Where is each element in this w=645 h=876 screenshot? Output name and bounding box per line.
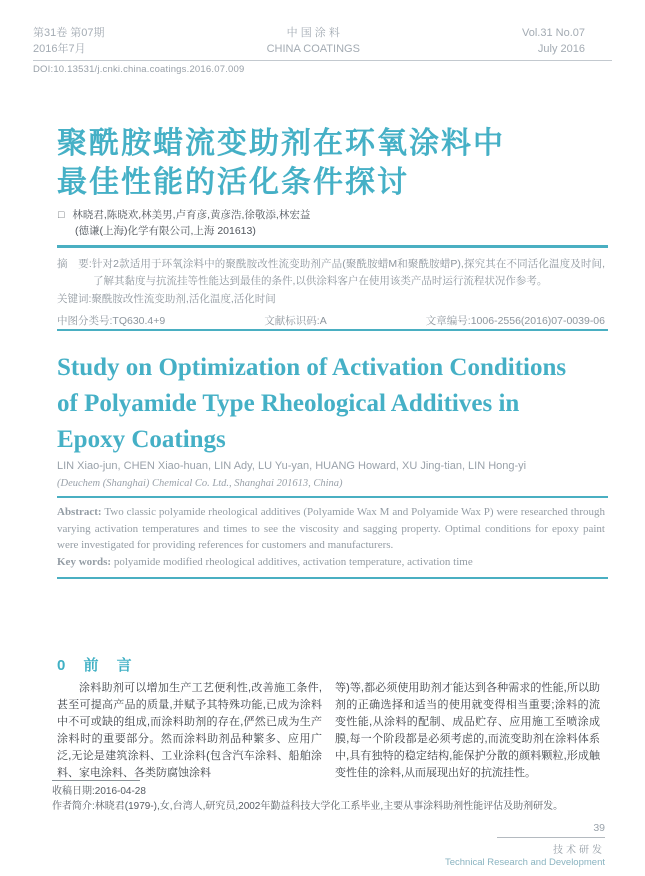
divider-accent-4	[57, 577, 608, 579]
abstract-cn-label: 摘 要:	[57, 258, 92, 270]
authors-en: LIN Xiao-jun, CHEN Xiao-huan, LIN Ady, LU Yu-yan, HUANG Howard, XU Jing-tian, LIN Hong-yi	[57, 460, 527, 472]
footer-column-en: Technical Research and Development	[444, 857, 605, 868]
keywords-cn	[57, 291, 605, 308]
article-title-cn-line2: 最佳性能的活化条件探讨	[57, 166, 409, 199]
divider-accent-2	[57, 329, 608, 331]
article-title-en	[57, 350, 610, 458]
abstract-en-text: Two classic polyamide rheological additives (Polyamide Wax M and Polyamide Wax P) were researched through varying activation temperatures and times to see the viscosity and sagging property. Optimal conditions for epoxy paint were investigated for providing references for customers and manufacturers.	[57, 506, 605, 551]
article-id: 文章编号:1006-2556(2016)07-0039-06	[425, 314, 605, 327]
body-paragraph-left: 涂料助剂可以增加生产工艺便利性,改善施工条件,甚至可提高产品的质量,并赋予其特殊功能,已成为涂料中不可或缺的组成,而涂料助剂的存在,俨然已成为生产涂料时的重要部分。然而涂料助剂品种繁多、应用广泛,无论是建筑涂料、工业涂料(包含汽车涂料、船舶涂料、家电涂料、各类防腐蚀涂料	[57, 682, 322, 779]
volume-issue-en: Vol.31 No.07	[522, 27, 585, 39]
journal-name-cn: 中 国 涂 料	[286, 27, 340, 39]
abstract-cn	[57, 256, 605, 289]
article-meta-row	[57, 313, 605, 330]
body-text-columns	[57, 680, 600, 782]
affiliation-en: (Deuchem (Shanghai) Chemical Co. Ltd., Shanghai 201613, China)	[57, 478, 343, 489]
body-column-right	[335, 680, 600, 782]
abstract-cn-text: 针对2款适用于环氧涂料中的聚酰胺改性流变助剂产品(聚酰胺蜡M和聚酰胺蜡P),探究其在不同活化温度及时间,了解其黏度与抗流挂等性能达到最佳的条件,以供涂料客户在使用该类产品时运行流程状况作参考。	[91, 258, 605, 287]
date-en: July 2016	[537, 43, 585, 55]
divider-accent-3	[57, 496, 608, 498]
footnote-block	[52, 780, 605, 814]
footer-column-cn: 技术研发	[553, 845, 605, 856]
header-issue-info-en	[522, 25, 585, 57]
volume-issue-cn: 第31卷 第07期	[33, 27, 105, 39]
header-divider	[33, 60, 612, 61]
keywords-en-label: Key words:	[57, 555, 112, 568]
keywords-cn-label: 关键词:	[57, 293, 92, 305]
header-issue-info	[33, 25, 105, 57]
journal-name-en: CHINA COATINGS	[266, 43, 360, 55]
authors-cn-row	[58, 207, 310, 222]
document-code: 文献标识码:A	[264, 314, 327, 327]
abstract-en-block	[57, 504, 605, 570]
keywords-en-text: polyamide modified rheological additives, activation temperature, activation time	[111, 555, 473, 568]
doi: DOI:10.13531/j.cnki.china.coatings.2016.07.009	[33, 64, 245, 75]
journal-header	[33, 25, 585, 57]
body-paragraph-right: 等)等,都必须使用助剂才能达到各种需求的性能,所以助剂的正确选择和适当的使用就变得相当重要;涂料的流变性能,从涂料的配制、成品贮存、应用施工至喷涂成膜,每一个阶段都是必须考虑的,而流变助剂在涂料体系中,具有独特的稳定结构,能保护分散的颜料颗粒,形成触变性佳的涂料,从而展现出好的抗流挂性。	[335, 682, 600, 779]
clc-number: 中图分类号:TQ630.4+9	[57, 314, 166, 327]
affiliation-cn: (德谦(上海)化学有限公司,上海 201613)	[75, 225, 256, 237]
abstract-en	[57, 504, 605, 554]
date-cn: 2016年7月	[33, 43, 86, 55]
abstract-en-label: Abstract:	[57, 506, 102, 518]
divider-accent-1	[57, 245, 608, 248]
page-footer	[375, 822, 605, 868]
article-title-cn	[57, 124, 615, 202]
received-date: 收稿日期:2016-04-28	[52, 786, 146, 797]
author-marker-icon: □	[58, 209, 65, 221]
article-title-cn-line1: 聚酰胺蜡流变助剂在环氧涂料中	[57, 127, 505, 160]
header-journal-name	[105, 25, 522, 57]
abstract-cn-block	[57, 256, 605, 329]
article-title-en-line1: Study on Optimization of Activation Conditions	[57, 354, 567, 381]
page-number: 39	[593, 822, 605, 834]
article-title-en-line2: of Polyamide Type Rheological Additives in	[57, 390, 520, 417]
keywords-cn-text: 聚酰胺改性流变助剂,活化温度,活化时间	[91, 293, 276, 305]
section-heading-intro: 0 前 言	[57, 657, 139, 674]
article-title-en-line3: Epoxy Coatings	[57, 426, 226, 453]
author-bio: 作者简介:林晓君(1979-),女,台湾人,研究员,2002年勤益科技大学化工系毕业,主要从事涂料助剂性能评估及助剂研发。	[52, 801, 564, 812]
body-column-left	[57, 680, 322, 782]
authors-cn: 林晓君,陈晓欢,林美男,卢育彦,黄彦浩,徐敬添,林宏益	[72, 209, 311, 221]
footer-divider	[497, 837, 605, 838]
keywords-en	[57, 554, 605, 571]
footnote-divider	[52, 780, 140, 781]
